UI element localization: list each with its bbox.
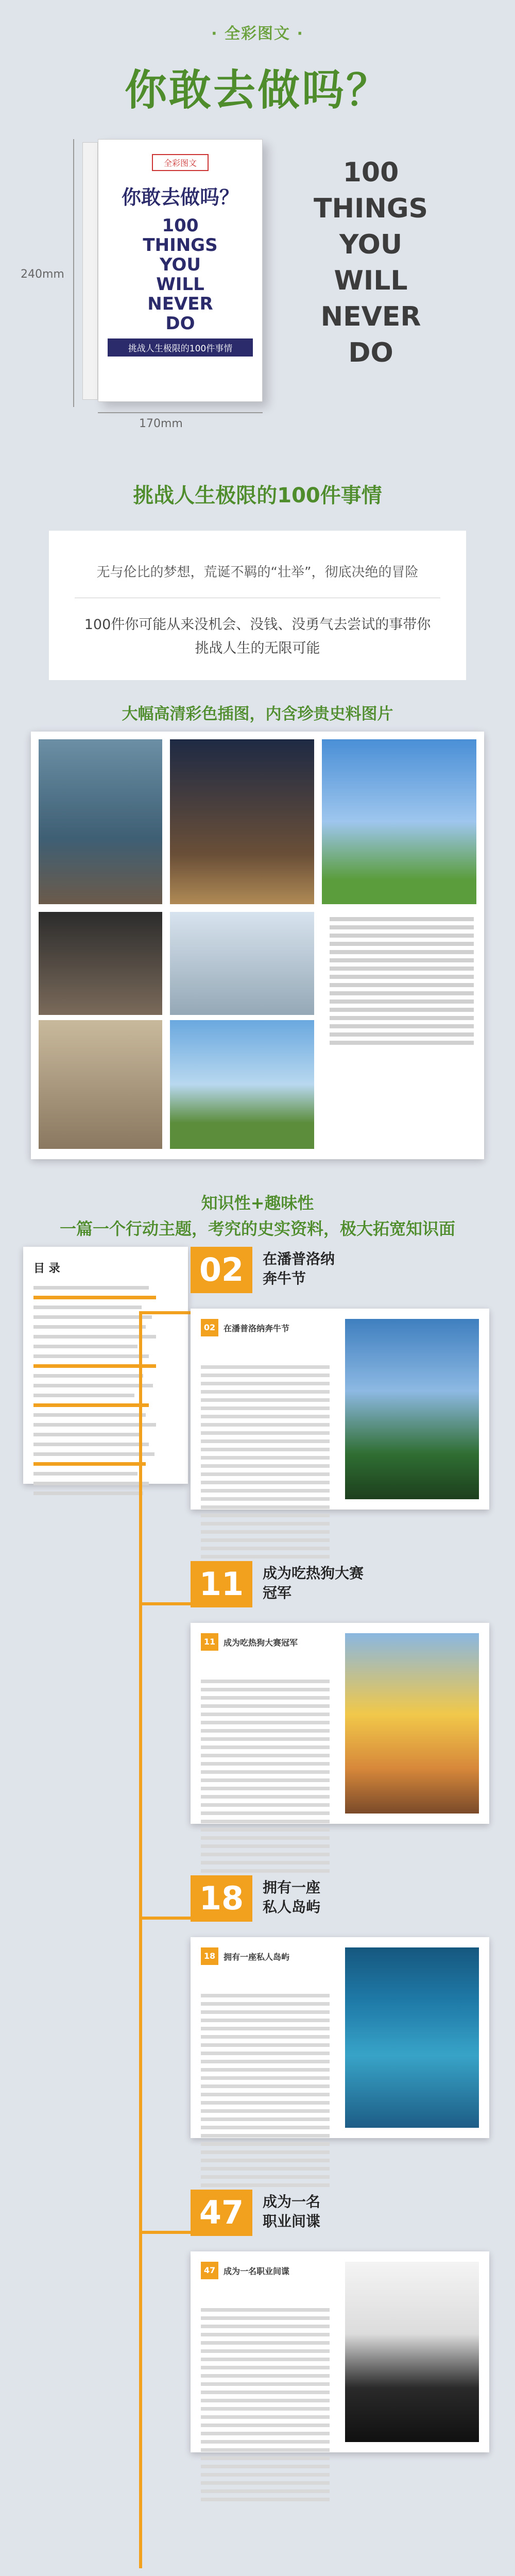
- timeline-number: 18: [191, 1875, 252, 1922]
- timeline-connector: [139, 1602, 191, 1605]
- side-en-title: 100 THINGS YOU WILL NEVER DO: [314, 157, 428, 368]
- quote-card: [49, 531, 466, 680]
- photo-rally-trucks: [170, 1020, 314, 1149]
- photo-wingsuit-flyer: [322, 739, 476, 904]
- photo-giant-squid: [39, 739, 162, 904]
- timeline-number: 47: [191, 2190, 252, 2236]
- timeline-spread: 47 成为一名职业间谍: [191, 2251, 489, 2452]
- photo-spy: [345, 2262, 479, 2442]
- edition-badge: 全彩图文: [152, 154, 209, 171]
- toc-page: [23, 1247, 188, 1484]
- photo-hotdog-contest: [345, 1633, 479, 1814]
- book-title: 你敢去做吗？: [121, 186, 239, 209]
- photo-lion-circus: [170, 739, 314, 904]
- timeline-spread: 11 成为吃热狗大赛冠军: [191, 1623, 489, 1824]
- timeline-spread: 02 在潘普洛纳奔牛节: [191, 1309, 489, 1510]
- timeline-spread: 18 拥有一座私人岛屿: [191, 1937, 489, 2138]
- photo-historic-man: [39, 912, 162, 1015]
- photo-private-island: [345, 1947, 479, 2128]
- photo-skydivers: [170, 912, 314, 1015]
- illustration-spread: [31, 732, 484, 1159]
- width-dimension: 170mm: [139, 417, 183, 430]
- timeline-number: 02: [191, 1247, 252, 1293]
- book-subtitle: 挑战人生极限的100件事情: [108, 338, 253, 357]
- photo-historic-portrait: [39, 1020, 162, 1149]
- header-tag: · 全彩图文 ·: [211, 25, 304, 43]
- timeline-label: 成为一名 职业间谍: [263, 2193, 321, 2230]
- timeline-connector: [139, 2231, 191, 2234]
- quote-line-1: 无与伦比的梦想，荒诞不羁的“壮举”，彻底决绝的冒险: [96, 565, 419, 580]
- book-spine: [82, 142, 98, 400]
- quote-line-2: 100件你可能从来没机会、没钱、没勇气去尝试的事带你挑战人生的无限可能: [84, 617, 431, 656]
- timeline-label: 在潘普洛纳 奔牛节: [263, 1250, 335, 1287]
- main-title: 你敢去做吗？: [124, 66, 390, 115]
- height-dimension: 240mm: [21, 268, 64, 281]
- text-column: [330, 917, 474, 1149]
- book-en-title: 100 THINGS YOU WILL NEVER DO: [143, 215, 218, 334]
- timeline-label: 拥有一座 私人岛屿: [263, 1879, 321, 1916]
- timeline-label: 成为吃热狗大赛 冠军: [263, 1565, 364, 1601]
- height-dimension-line: [73, 139, 74, 407]
- timeline-line: [139, 1311, 142, 2568]
- width-dimension-line: [98, 412, 263, 413]
- images-heading: 大幅高清彩色插图，内含珍贵史料图片: [122, 705, 393, 723]
- toc-title: 目 录: [33, 1262, 60, 1275]
- knowledge-heading: 知识性+趣味性 一篇一个行动主题，考究的史实资料，极大拓宽知识面: [59, 1193, 455, 1239]
- challenge-heading: 挑战人生极限的100件事情: [133, 484, 382, 507]
- timeline-connector: [139, 1917, 191, 1920]
- timeline-connector: [139, 1311, 191, 1314]
- timeline-number: 11: [191, 1561, 252, 1607]
- book-cover-diagram: [21, 139, 268, 430]
- book-cover: [98, 139, 263, 402]
- photo-bull-run: [345, 1319, 479, 1499]
